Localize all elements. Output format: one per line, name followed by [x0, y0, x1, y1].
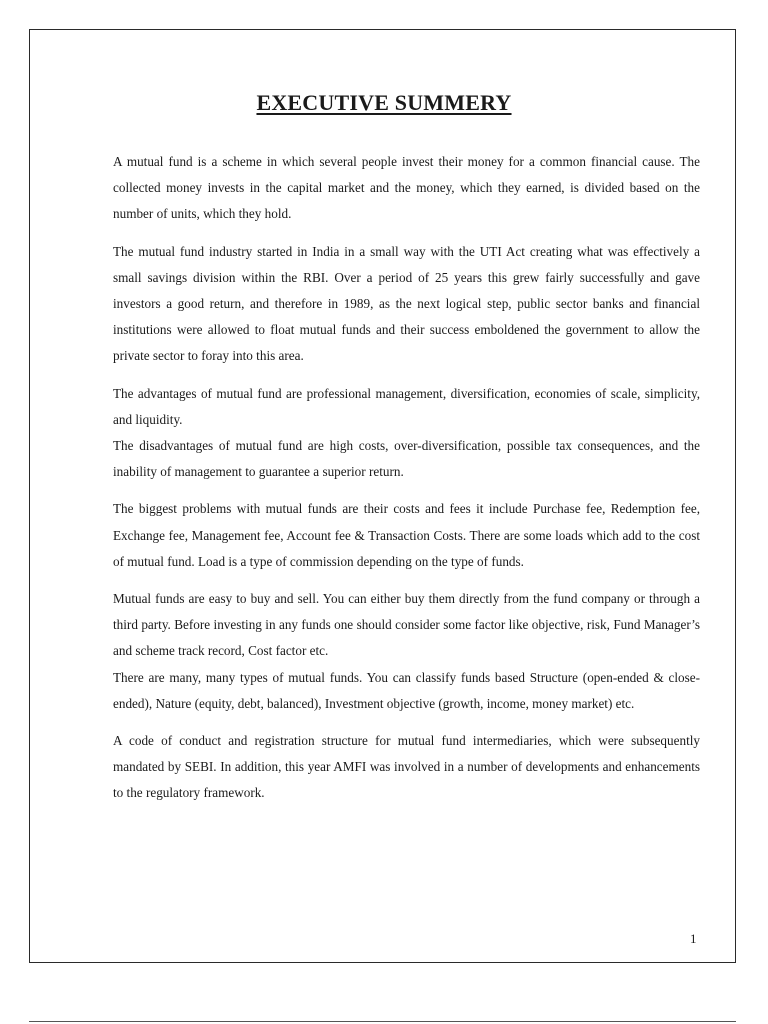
- paragraph-definition: A mutual fund is a scheme in which several people invest their money for a common financial cause. The collected money invests in the capital market and the money, which they earned, is divided based on the number of units, which they hold.: [113, 154, 700, 222]
- page-title: EXECUTIVE SUMMERY: [256, 90, 512, 115]
- paragraph-types: There are many, many types of mutual funds. You can classify funds based Structure (open-ended & close-ended), Nature (equity, debt, balanced), Investment objective (growth, income, money market) etc.: [113, 669, 700, 711]
- document-body: [113, 149, 700, 818]
- next-page-edge: [29, 1021, 736, 1022]
- paragraph-costs: The biggest problems with mutual funds are their costs and fees it include Purchase fee, Redemption fee, Exchange fee, Management fee, Account fee & Transaction Costs. There are some loads which add to the cost of mutual fund. Load is a type of commission depending on the type of funds.: [113, 501, 700, 569]
- paragraph-regulation: A code of conduct and registration structure for mutual fund intermediaries, which were subsequently mandated by SEBI. In addition, this year AMFI was involved in a number of developments and enhancements to the regulatory framework.: [113, 733, 700, 801]
- paragraph-disadvantages: The disadvantages of mutual fund are high costs, over-diversification, possible tax consequences, and the inability of management to guarantee a superior return.: [113, 438, 700, 480]
- page-number: 1: [690, 931, 697, 946]
- paragraph-advantages: The advantages of mutual fund are professional management, diversification, economies of scale, simplicity, and liquidity.: [113, 385, 700, 427]
- paragraph-buying: Mutual funds are easy to buy and sell. You can either buy them directly from the fund company or through a third party. Before investing in any funds one should consider some factor like objective, risk, Fund Manager’s and scheme track record, Cost factor etc.: [113, 591, 700, 659]
- paragraph-history: The mutual fund industry started in India in a small way with the UTI Act creating what was effectively a small savings division within the RBI. Over a period of 25 years this grew fairly successfully and gave investors a good return, and therefore in 1989, as the next logical step, public sector banks and financial institutions were allowed to float mutual funds and their success emboldened the government to allow the private sector to foray into this area.: [113, 243, 700, 364]
